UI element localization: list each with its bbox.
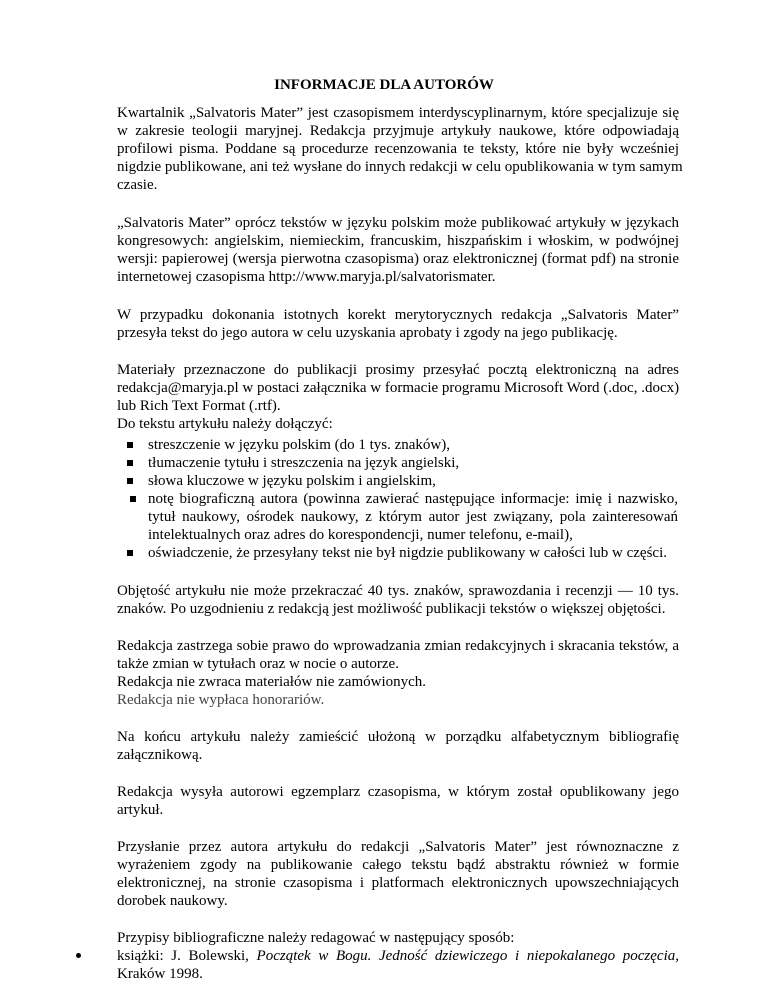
- paragraph-editorial-rights: [117, 637, 679, 709]
- text-line: redakcja@maryja.pl w postaci załącznika w formacie programu Microsoft Word (.doc, .docx): [117, 380, 680, 396]
- text-line: dorobek naukowy.: [117, 893, 228, 909]
- square-bullet-icon: [127, 442, 133, 448]
- paragraph-submission: [117, 361, 679, 433]
- list-item-text: intelektualnych oraz adres do korespondencji, numer telefonu, e-mail),: [148, 527, 573, 543]
- list-item-text: słowa kluczowe w języku polskim i angielskim,: [148, 473, 436, 489]
- paragraph-corrections: [117, 306, 679, 342]
- text-line: Redakcja nie zwraca materiałów nie zamówionych.: [117, 674, 427, 690]
- reference-suffix: ,: [675, 948, 679, 964]
- text-line: w zakresie teologii maryjnej. Redakcja przyjmuje artykuły naukowe, które odpowiadają: [117, 123, 679, 139]
- square-bullet-icon: [130, 496, 136, 502]
- paragraph-languages: [117, 214, 679, 286]
- list-item: [148, 490, 678, 544]
- text-line: załącznikową.: [117, 747, 203, 763]
- list-item-text: tytuł naukowy, ośrodek naukowy, z którym autor jest związany, pola zainteresowań: [148, 509, 678, 525]
- text-line: Na końcu artykułu należy zamieścić ułożoną w porządku alfabetycznym bibliografię: [117, 729, 679, 745]
- reference-book-title: Początek w Bogu. Jedność dziewiczego i niepokalanego poczęcia: [256, 948, 676, 964]
- text-line: Do tekstu artykułu należy dołączyć:: [117, 416, 333, 432]
- text-line: przesyła tekst do jego autora w celu uzyskania aprobaty i zgody na jego publikację.: [117, 325, 618, 341]
- text-line: Redakcja wysyła autorowi egzemplarz czasopisma, w którym został opublikowany jego: [117, 784, 679, 800]
- text-line: artykuł.: [117, 802, 164, 818]
- text-line: profilowi pisma. Poddane są procedurze recenzowania te teksty, które nie były wcześniej: [117, 141, 679, 157]
- list-item-reference: [117, 947, 679, 983]
- text-line: wersji: papierowej (wersja pierwotna czasopisma) oraz elektronicznej (format pdf) na stronie: [117, 251, 679, 267]
- text-line: internetowej czasopisma http://www.maryja.pl/salvatorismater.: [117, 269, 496, 285]
- list-item-text: tłumaczenie tytułu i streszczenia na język angielski,: [148, 455, 460, 471]
- text-line: czasie.: [117, 177, 158, 193]
- reference-prefix: książki: J. Bolewski,: [117, 948, 257, 964]
- square-bullet-icon: [127, 550, 133, 556]
- text-line: Redakcja nie wypłaca honorariów.: [117, 692, 325, 708]
- text-line: Redakcja zastrzega sobie prawo do wprowadzania zmian redakcyjnych i skracania tekstów, a: [117, 638, 679, 654]
- paragraph-consent: [117, 838, 679, 910]
- paragraph-intro: [117, 104, 683, 194]
- text-line: Materiały przeznaczone do publikacji prosimy przesyłać pocztą elektroniczną na adres: [117, 362, 679, 378]
- text-line: Przysłanie przez autora artykułu do redakcji „Salvatoris Mater” jest równoznaczne z: [117, 839, 679, 855]
- list-item: [148, 436, 688, 454]
- list-item-text: notę biograficzną autora (powinna zawierać następujące informacje: imię i nazwisko,: [148, 491, 678, 507]
- paragraph-bibliography: [117, 728, 679, 764]
- square-bullet-icon: [127, 460, 133, 466]
- page-title: INFORMACJE DLA AUTORÓW: [274, 77, 494, 93]
- text-line: także zmian w tytułach oraz w nocie o autorze.: [117, 656, 399, 672]
- reference-line: [117, 947, 679, 965]
- text-line: elektronicznej, na stronie czasopisma i platformach elektronicznych upowszechniających: [117, 875, 679, 891]
- text-line: znaków. Po uzgodnieniu z redakcją jest możliwość publikacji tekstów o większej objętości.: [117, 601, 666, 617]
- text-line: wyrażeniem zgody na publikowanie całego tekstu bądź abstraktu również w formie: [117, 857, 679, 873]
- round-bullet-icon: [76, 953, 81, 958]
- paragraph-footnotes-intro: [117, 929, 679, 947]
- list-item-text: oświadczenie, że przesyłany tekst nie był nigdzie publikowany w całości lub w części.: [148, 545, 667, 561]
- text-line: kongresowych: angielskim, niemieckim, francuskim, hiszpańskim i włoskim, w podwójnej: [117, 233, 679, 249]
- list-item: [148, 544, 688, 562]
- square-bullet-icon: [127, 478, 133, 484]
- text-line: W przypadku dokonania istotnych korekt merytorycznych redakcja „Salvatoris Mater”: [117, 307, 679, 323]
- list-item-text: streszczenie w języku polskim (do 1 tys. znaków),: [148, 437, 450, 453]
- text-line: Kwartalnik „Salvatoris Mater” jest czasopismem interdyscyplinarnym, które specjalizuje się: [117, 105, 679, 121]
- reference-line-2: Kraków 1998.: [117, 966, 203, 982]
- text-line: Objętość artykułu nie może przekraczać 40 tys. znaków, sprawozdania i recenzji — 10 tys.: [117, 583, 679, 599]
- text-line: nigdzie publikowane, ani też wysłane do innych redakcji w celu opublikowania w tym samym: [117, 159, 683, 175]
- list-item: [148, 454, 688, 472]
- paragraph-length: [117, 582, 679, 618]
- text-line: Przypisy bibliograficzne należy redagować w następujący sposób:: [117, 930, 515, 946]
- list-item: [148, 472, 688, 490]
- paragraph-author-copy: [117, 783, 679, 819]
- text-line: lub Rich Text Format (.rtf).: [117, 398, 281, 414]
- text-line: „Salvatoris Mater” oprócz tekstów w języku polskim może publikować artykuły w językach: [117, 215, 679, 231]
